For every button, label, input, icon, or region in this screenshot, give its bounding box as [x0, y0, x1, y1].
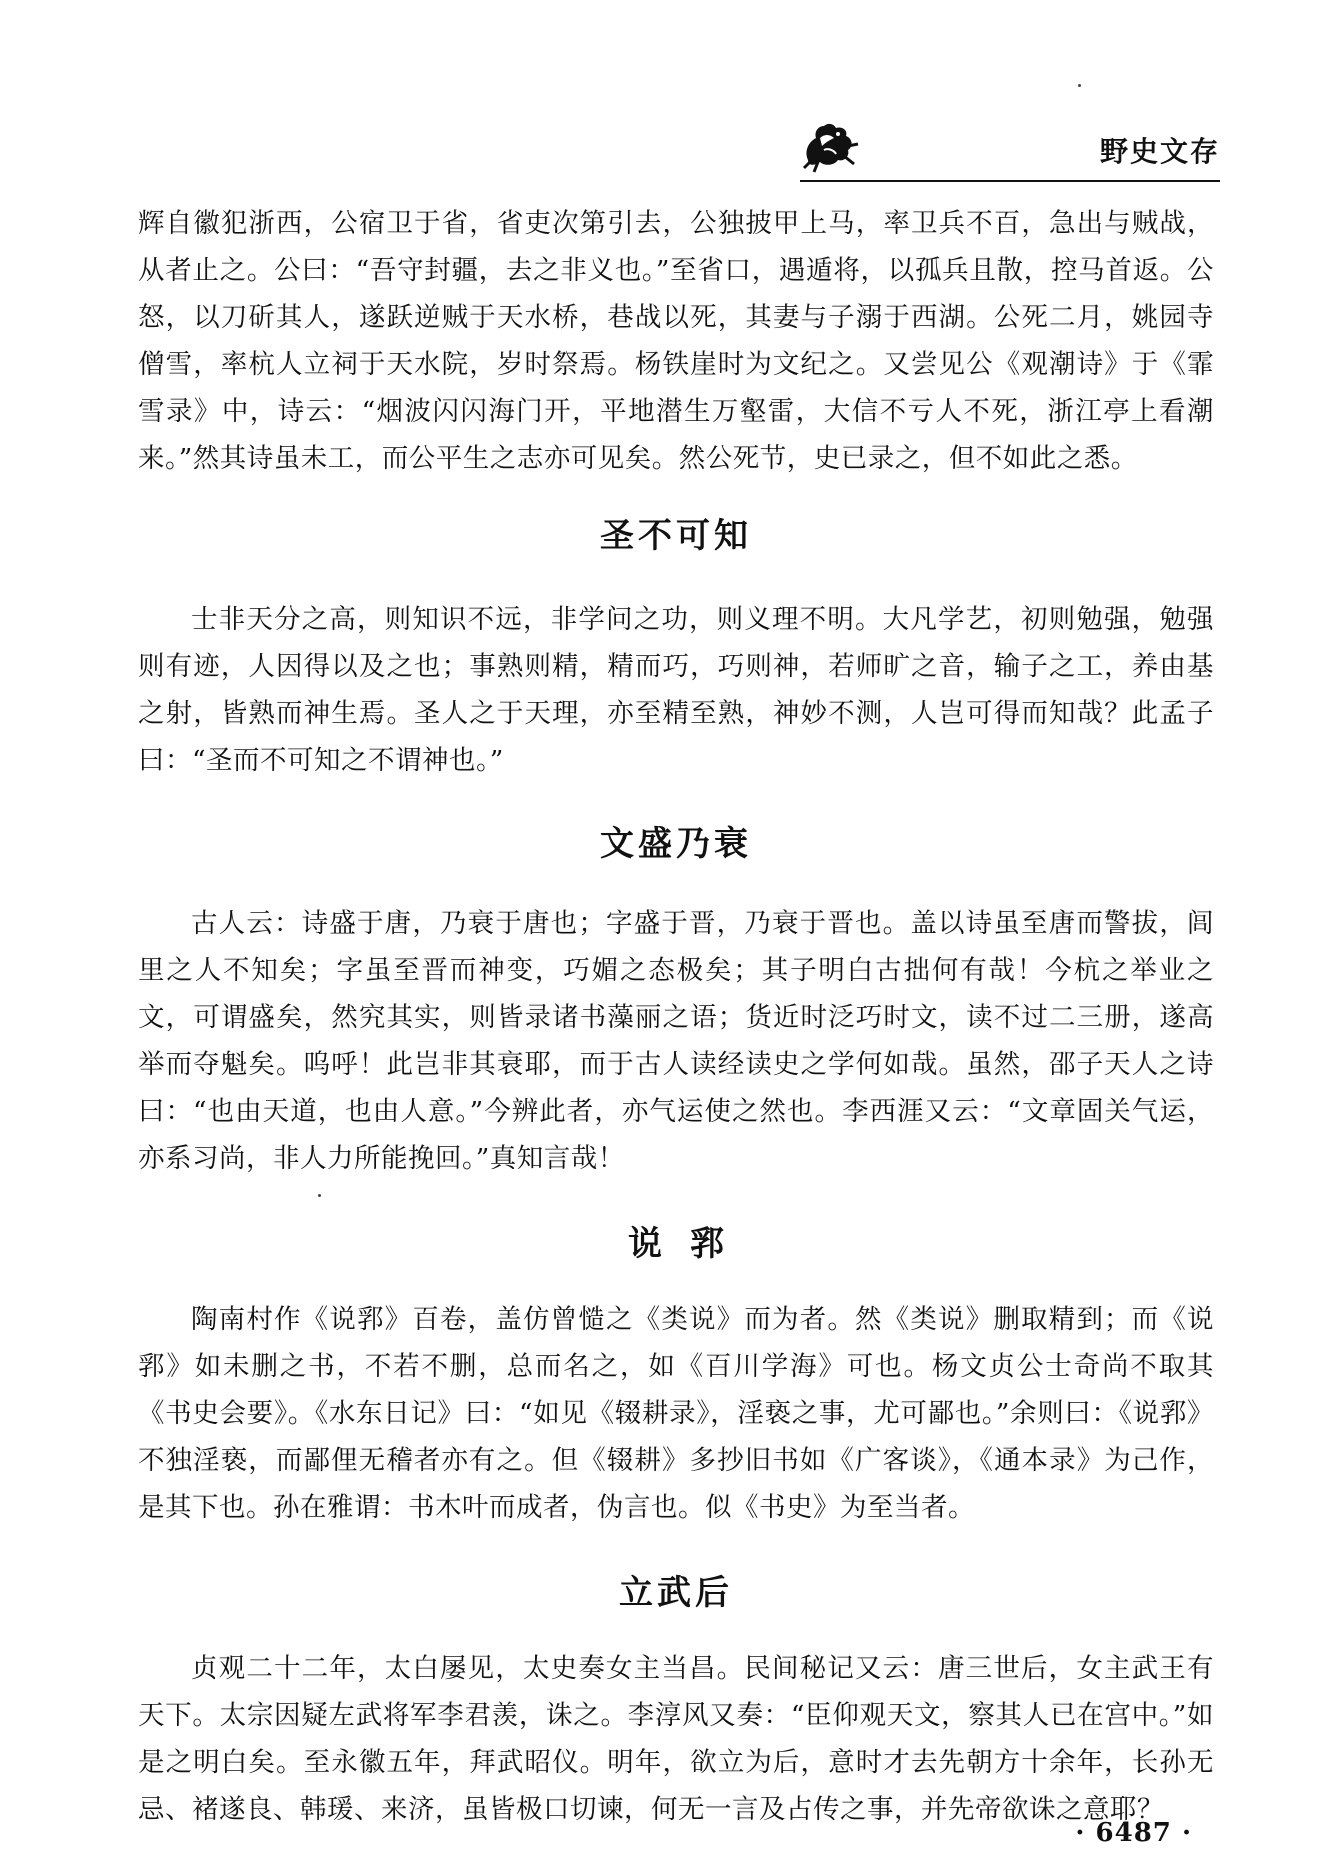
scan-speck [318, 1194, 321, 1197]
body-paragraph: 士非天分之高，则知识不远，非学问之功，则义理不明。大凡学艺，初则勉强，勉强则有迹，人因得以及之也；事熟则精，精而巧，巧则神，若师旷之音，输子之工，养由基之射，皆熟而神生焉。圣人之于天理，亦至精至熟，神妙不测，人岂可得而知哉？此孟子曰：“圣而不可知之不谓神也。” [138, 604, 1214, 776]
section-title: 文盛乃衰 [600, 824, 752, 864]
scan-speck [1078, 84, 1081, 87]
header-rule [800, 180, 1220, 182]
body-paragraph: 陶南村作《说郛》百卷，盖仿曾慥之《类说》而为者。然《类说》删取精到；而《说郛》如未删之书，不若不删，总而名之，如《百川学海》可也。杨文贞公士奇尚不取其《书史会要》。《水东日记》曰：“如见《辍耕录》，淫亵之事，尤可鄙也。”余则曰：《说郛》不独淫亵，而鄙俚无稽者亦有之。但《辍耕》多抄旧书如《广客谈》，《通本录》为己作，是其下也。孙在雅谓：书木叶而成者，伪言也。似《书史》为至当者。 [138, 1304, 1214, 1523]
running-header [800, 108, 1220, 188]
section-title: 立武后 [619, 1573, 733, 1613]
body-paragraph: 贞观二十二年，太白屡见，太史奏女主当昌。民间秘记又云：唐三世后，女主武王有天下。太宗因疑左武将军李君羡，诛之。李淳风又奏：“臣仰观天文，察其人已在宫中。”如是之明白矣。至永徽五年，拜武昭仪。明年，欲立为后，意时才去先朝方十余年，长孙无忌、褚遂良、韩瑗、来济，虽皆极口切谏，何无一言及占传之事，并先帝欲诛之意耶？ [138, 1653, 1214, 1825]
section-title: 圣不可知 [600, 516, 752, 556]
page-number: · 6487 · [1075, 1818, 1192, 1848]
body-paragraph: 辉自徽犯浙西，公宿卫于省，省吏次第引去，公独披甲上马，率卫兵不百，急出与贼战，从者止之。公曰：“吾守封疆，去之非义也。”至省口，遇遁将，以孤兵且散，控马首返。公怒，以刀斫其人，遂跃逆贼于天水桥，巷战以死，其妻与子溺于西湖。公死二月，姚园寺僧雪，率杭人立祠于天水院，岁时祭焉。杨铁崖时为文纪之。又尝见公《观潮诗》于《霏雪录》中，诗云：“烟波闪闪海门开，平地潜生万壑雷，大信不亏人不死，浙江亭上看潮来。”然其诗虽未工，而公平生之志亦可见矣。然公死节，史已录之，但不如此之悉。 [138, 208, 1214, 474]
running-header-title: 野史文存 [1099, 135, 1220, 168]
page-content [138, 200, 1214, 1833]
section-title: 说郛 [628, 1224, 752, 1264]
body-paragraph: 古人云：诗盛于唐，乃衰于唐也；字盛于晋，乃衰于晋也。盖以诗虽至唐而警拔，闾里之人不知矣；字虽至晋而神变，巧媚之态极矣；其子明白古拙何有哉！今杭之举业之文，可谓盛矣，然究其实，则皆录诸书藻丽之语；货近时泛巧时文，读不过二三册，遂高举而夺魁矣。呜呼！此岂非其衰耶，而于古人读经读史之学何如哉。虽然，邵子天人之诗曰：“也由天道，也由人意。”今辨此者，亦气运使之然也。李西涯又云：“文章固关气运，亦系习尚，非人力所能挽回。”真知言哉！ [138, 908, 1214, 1174]
dragon-icon [800, 116, 860, 176]
